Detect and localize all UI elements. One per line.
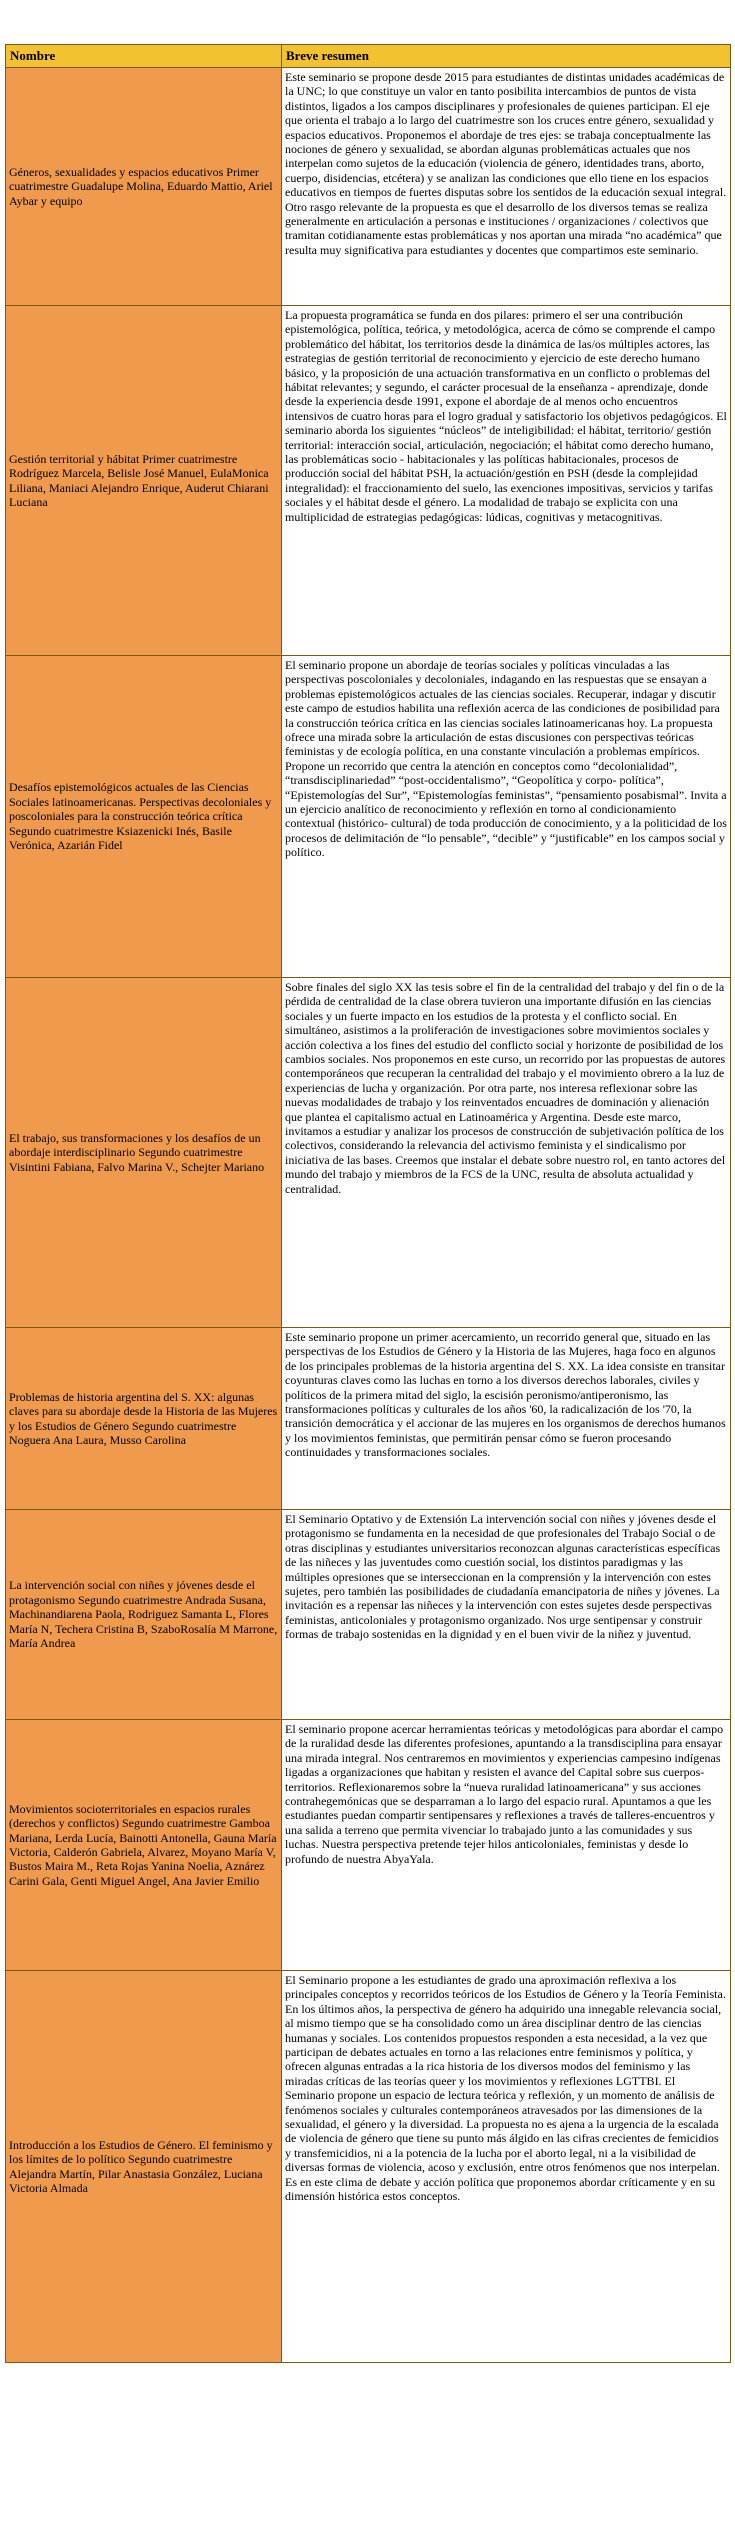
table-row bbox=[6, 656, 731, 978]
row-summary: El seminario propone acercar herramientas teóricas y metodológicas para abordar el campo de la ruralidad desde las diferentes profesiones, apuntando a la transdisciplina para ensayar una mirada integral. Nos centraremos en movimientos y experiencias campesino indígenas ligadas a organizaciones que habitan y resisten el avance del Capital sobre sus cuerpos-territorios. Reflexionaremos sobre la “nueva ruralidad latinoamericana” y sus acciones contrahegemónicas que se desparraman a lo largo del espacio rural. Apuntamos a que les estudiantes puedan compartir sentipensares y reflexiones a través de talleres-encuentros y una salida a terreno que permita vivenciar lo trabajado junto a las comunidades y sus luchas. Nuestra perspectiva pretende tejer hilos anticoloniales, feministas y desde lo profundo de nuestra AbyaYala. bbox=[282, 1720, 731, 1971]
row-summary: El Seminario propone a les estudiantes de grado una aproximación reflexiva a los principales conceptos y recorridos teóricos de los Estudios de Género y la Teoría Feminista. En los últimos años, la perspectiva de género ha adquirido una innegable relevancia social, al mismo tiempo que se ha consolidado como un área disciplinar dentro de las ciencias humanas y sociales. Los contenidos propuestos responden a esta necesidad, a la vez que participan de debates actuales en torno a las relaciones entre feminismos y política, y ofrecen algunas entradas a la rica historia de los diversos modos del feminismo y las miradas críticas de las teorías queer y los movimientos y reflexiones LGTTBI. El Seminario propone un espacio de lectura teórica y reflexión, y un momento de análisis de fenómenos sociales y culturales contemporáneos atravesados por las dimensiones de la sexualidad, el género y la diversidad. La propuesta no es ajena a la urgencia de la escalada de violencia de género que tiene su punto más álgido en las cifras crecientes de femicidios y transfemicidios, ni a la potencia de la lucha por el aborto legal, ni a la visibilidad de diversas formas de violencia, acoso y exclusión, entre otros fenómenos que nos interpelan. Es en este clima de debate y acción política que proponemos abordar críticamente y en su dimensión histórica estos conceptos. bbox=[282, 1971, 731, 2363]
row-name: Géneros, sexualidades y espacios educativos Primer cuatrimestre Guadalupe Molina, Eduardo Mattio, Ariel Aybar y equipo bbox=[6, 68, 282, 306]
table-row bbox=[6, 306, 731, 656]
row-summary: Este seminario propone un primer acercamiento, un recorrido general que, situado en las perspectivas de los Estudios de Género y la Historia de las Mujeres, haga foco en algunos de los principales problemas de la historia argentina del S. XX. La idea consiste en transitar coyunturas claves como las luchas en torno a los diversos derechos laborales, civiles y políticos de la primera mitad del siglo, la escisión peronismo/antiperonismo, las transformaciones políticas y culturales de los años '60, la radicalización de los '70, la transición democrática y el accionar de las mujeres en los organismos de derechos humanos y los movimientos feministas, que permitirán pensar cómo se fueron procesando continuidades y transformaciones sociales. bbox=[282, 1328, 731, 1510]
row-summary: Este seminario se propone desde 2015 para estudiantes de distintas unidades académicas de la UNC; lo que constituye un valor en tanto posibilita intercambios de puntos de vista distintos, ligados a los campos disciplinares y profesionales de quienes participan. El eje que orienta el trabajo a lo largo del cuatrimestre son los cruces entre género, sexualidad y espacios educativos. Proponemos el abordaje de tres ejes: se trabaja conceptualmente las nociones de género y sexualidad, se abordan algunas problemáticas actuales que nos interpelan como sujetos de la educación (violencia de género, identidades trans, aborto, cuerpo, disidencias, etcétera) y se analizan las condiciones que ello tiene en los espacios educativos en tiempos de fuertes disputas sobre los sentidos de la educación sexual integral. Otro rasgo relevante de la propuesta es que el desarrollo de los diversos temas se realiza generalmente en articulación a personas e instituciones / organizaciones / colectivos que tramitan cotidianamente estas problemáticas y nos aportan una mirada “no académica” que resulta muy significativa para estudiantes y docentes que compartimos este seminario. bbox=[282, 68, 731, 306]
row-name: La intervención social con niñes y jóvenes desde el protagonismo Segundo cuatrimestre Andrada Susana, Machinandiarena Paola, Rodriguez Samanta L, Flores María N, Techera Cristina B, SzaboRosalía M Marrone, María Andrea bbox=[6, 1510, 282, 1720]
table-row bbox=[6, 68, 731, 306]
row-name: Desafíos epistemológicos actuales de las Ciencias Sociales latinoamericanas. Perspectivas decoloniales y poscoloniales para la construcción teórica crítica Segundo cuatrimestre Ksiazenicki Inés, Basile Verónica, Azarián Fidel bbox=[6, 656, 282, 978]
seminar-table-container bbox=[5, 44, 730, 2363]
table-row bbox=[6, 1328, 731, 1510]
row-summary: El seminario propone un abordaje de teorías sociales y políticas vinculadas a las perspectivas poscoloniales y decoloniales, indagando en las respuestas que se ensayan a problemas epistemológicos actuales de las ciencias sociales. Recuperar, indagar y discutir este campo de estudios habilita una reflexión acerca de las condiciones de posibilidad para la construcción teórica crítica en las ciencias sociales latinoamericanas hoy. La propuesta ofrece una mirada sobre la articulación de estas discusiones con perspectivas teóricas feministas y de ecología política, en una constante vinculación a problemas empíricos. Propone un recorrido que centra la atención en conceptos como “decolonialidad”, “transdisciplinariedad” “post-occidentalismo”, “Geopolítica y corpo- política”, “Epistemologías del Sur”, “Epistemologías feministas”, “pensamiento posabismal”. Invita a un ejercicio analítico de reconocimiento y reflexión en torno al condicionamiento contextual (histórico- cultural) de toda producción de conocimiento, y a la politicidad de los procesos de delimitación de “lo pensable”, “decible” y “justificable” en los campos social y político. bbox=[282, 656, 731, 978]
header-summary: Breve resumen bbox=[282, 45, 731, 68]
table-row bbox=[6, 1971, 731, 2363]
seminar-table bbox=[5, 44, 731, 2363]
table-row bbox=[6, 1510, 731, 1720]
table-row bbox=[6, 1720, 731, 1971]
header-name: Nombre bbox=[6, 45, 282, 68]
row-summary: La propuesta programática se funda en dos pilares: primero el ser una contribución epistemológica, política, teórica, y metodológica, acerca de cómo se comprende el campo problemático del hábitat, los territorios desde la dinámica de las/os múltiples actores, las estrategias de gestión territorial de reconocimiento y ejercicio de este derecho humano básico, y la proposición de una actuación transformativa en un conflicto o problemas del hábitat relevantes; y segundo, el carácter procesual de la enseñanza - aprendizaje, donde desde la experiencia desde 1991, expone el abordaje de al menos ocho encuentros intensivos de cuatro horas para el logro gradual y satisfactorio los objetivos pedagógicos. El seminario aborda los siguientes “núcleos” de inteligibilidad: el hábitat, territorio/ gestión territorial: interacción social, articulación, negociación; el hábitat como derecho humano, las problemáticas socio - habitacionales y las políticas habitacionales, procesos de producción social del hábitat PSH, la actuación/gestión en PSH (desde la complejidad integralidad): el fraccionamiento del suelo, las exenciones impositivas, servicios y tarifas sociales y el hábitat desde el género. La modalidad de trabajo se explicita con una multiplicidad de estrategias pedagógicas: lúdicas, cognitivas y metacognitivas. bbox=[282, 306, 731, 656]
row-name: Problemas de historia argentina del S. XX: algunas claves para su abordaje desde la Historia de las Mujeres y los Estudios de Género Segundo cuatrimestre Noguera Ana Laura, Musso Carolina bbox=[6, 1328, 282, 1510]
row-summary: El Seminario Optativo y de Extensión La intervención social con niñes y jóvenes desde el protagonismo se fundamenta en la necesidad de que profesionales del Trabajo Social o de otras disciplinas y estudiantes universitarios reconozcan algunas características específicas de las niñeces y las juventudes como cuestión social, los distintos paradigmas y las múltiples opresiones que se interseccionan en la comprensión y la intervención con estes sujetes, pero también las posibilidades de ciudadanía emancipatoria de niñes y jóvenes. La invitación es a repensar las niñeces y la intervención con estes sujetes desde perspectivas feministas, anticoloniales y protagonismo organizado. Nos urge sentipensar y construir formas de trabajo sostenidas en la dignidad y en el buen vivir de la niñez y juventud. bbox=[282, 1510, 731, 1720]
table-row bbox=[6, 978, 731, 1328]
row-summary: Sobre finales del siglo XX las tesis sobre el fin de la centralidad del trabajo y del fin o de la pérdida de centralidad de la clase obrera tuvieron una importante difusión en las ciencias sociales y un fuerte impacto en los estudios de la protesta y el conflicto social. En simultáneo, asistimos a la proliferación de investigaciones sobre movimientos sociales y acción colectiva a los fines del estudio del conflicto social y horizonte de posibilidad de los cambios sociales. Nos proponemos en este curso, un recorrido por las propuestas de autores contemporáneos que recuperan la centralidad del trabajo y el movimiento obrero a la luz de experiencias de lucha y organización. Por otra parte, nos interesa reflexionar sobre las nuevas modalidades de trabajo y los reinventados encuadres de dominación y alienación que plantea el capitalismo actual en Latinoamérica y Argentina. Desde este marco, invitamos a estudiar y analizar los procesos de construcción de subjetivación política de los colectivos, considerando la relevancia del activismo feminista y el sindicalismo por iniciativa de las bases. Creemos que instalar el debate sobre nuestro rol, en tanto actores del mundo del trabajo y miembros de la FCS de la UNC, resulta de absoluta actualidad y centralidad. bbox=[282, 978, 731, 1328]
table-header-row bbox=[6, 45, 731, 68]
row-name: Introducción a los Estudios de Género. El feminismo y los límites de lo político Segundo cuatrimestre Alejandra Martín, Pilar Anastasia González, Luciana Victoria Almada bbox=[6, 1971, 282, 2363]
row-name: Movimientos socioterritoriales en espacios rurales (derechos y conflictos) Segundo cuatrimestre Gamboa Mariana, Lerda Lucía, Bainotti Antonella, Gauna María Victoria, Calderón Gabriela, Alvarez, Moyano María V, Bustos Maira M., Reta Rojas Yanina Noelia, Aznárez Carini Gala, Genti Miguel Angel, Ana Javier Emilio bbox=[6, 1720, 282, 1971]
row-name: El trabajo, sus transformaciones y los desafíos de un abordaje interdisciplinario Segundo cuatrimestre Visintini Fabiana, Falvo Marina V., Schejter Mariano bbox=[6, 978, 282, 1328]
row-name: Gestión territorial y hábitat Primer cuatrimestre Rodríguez Marcela, Belisle José Manuel, EulaMonica Liliana, Maniaci Alejandro Enrique, Auderut Chiarani Luciana bbox=[6, 306, 282, 656]
